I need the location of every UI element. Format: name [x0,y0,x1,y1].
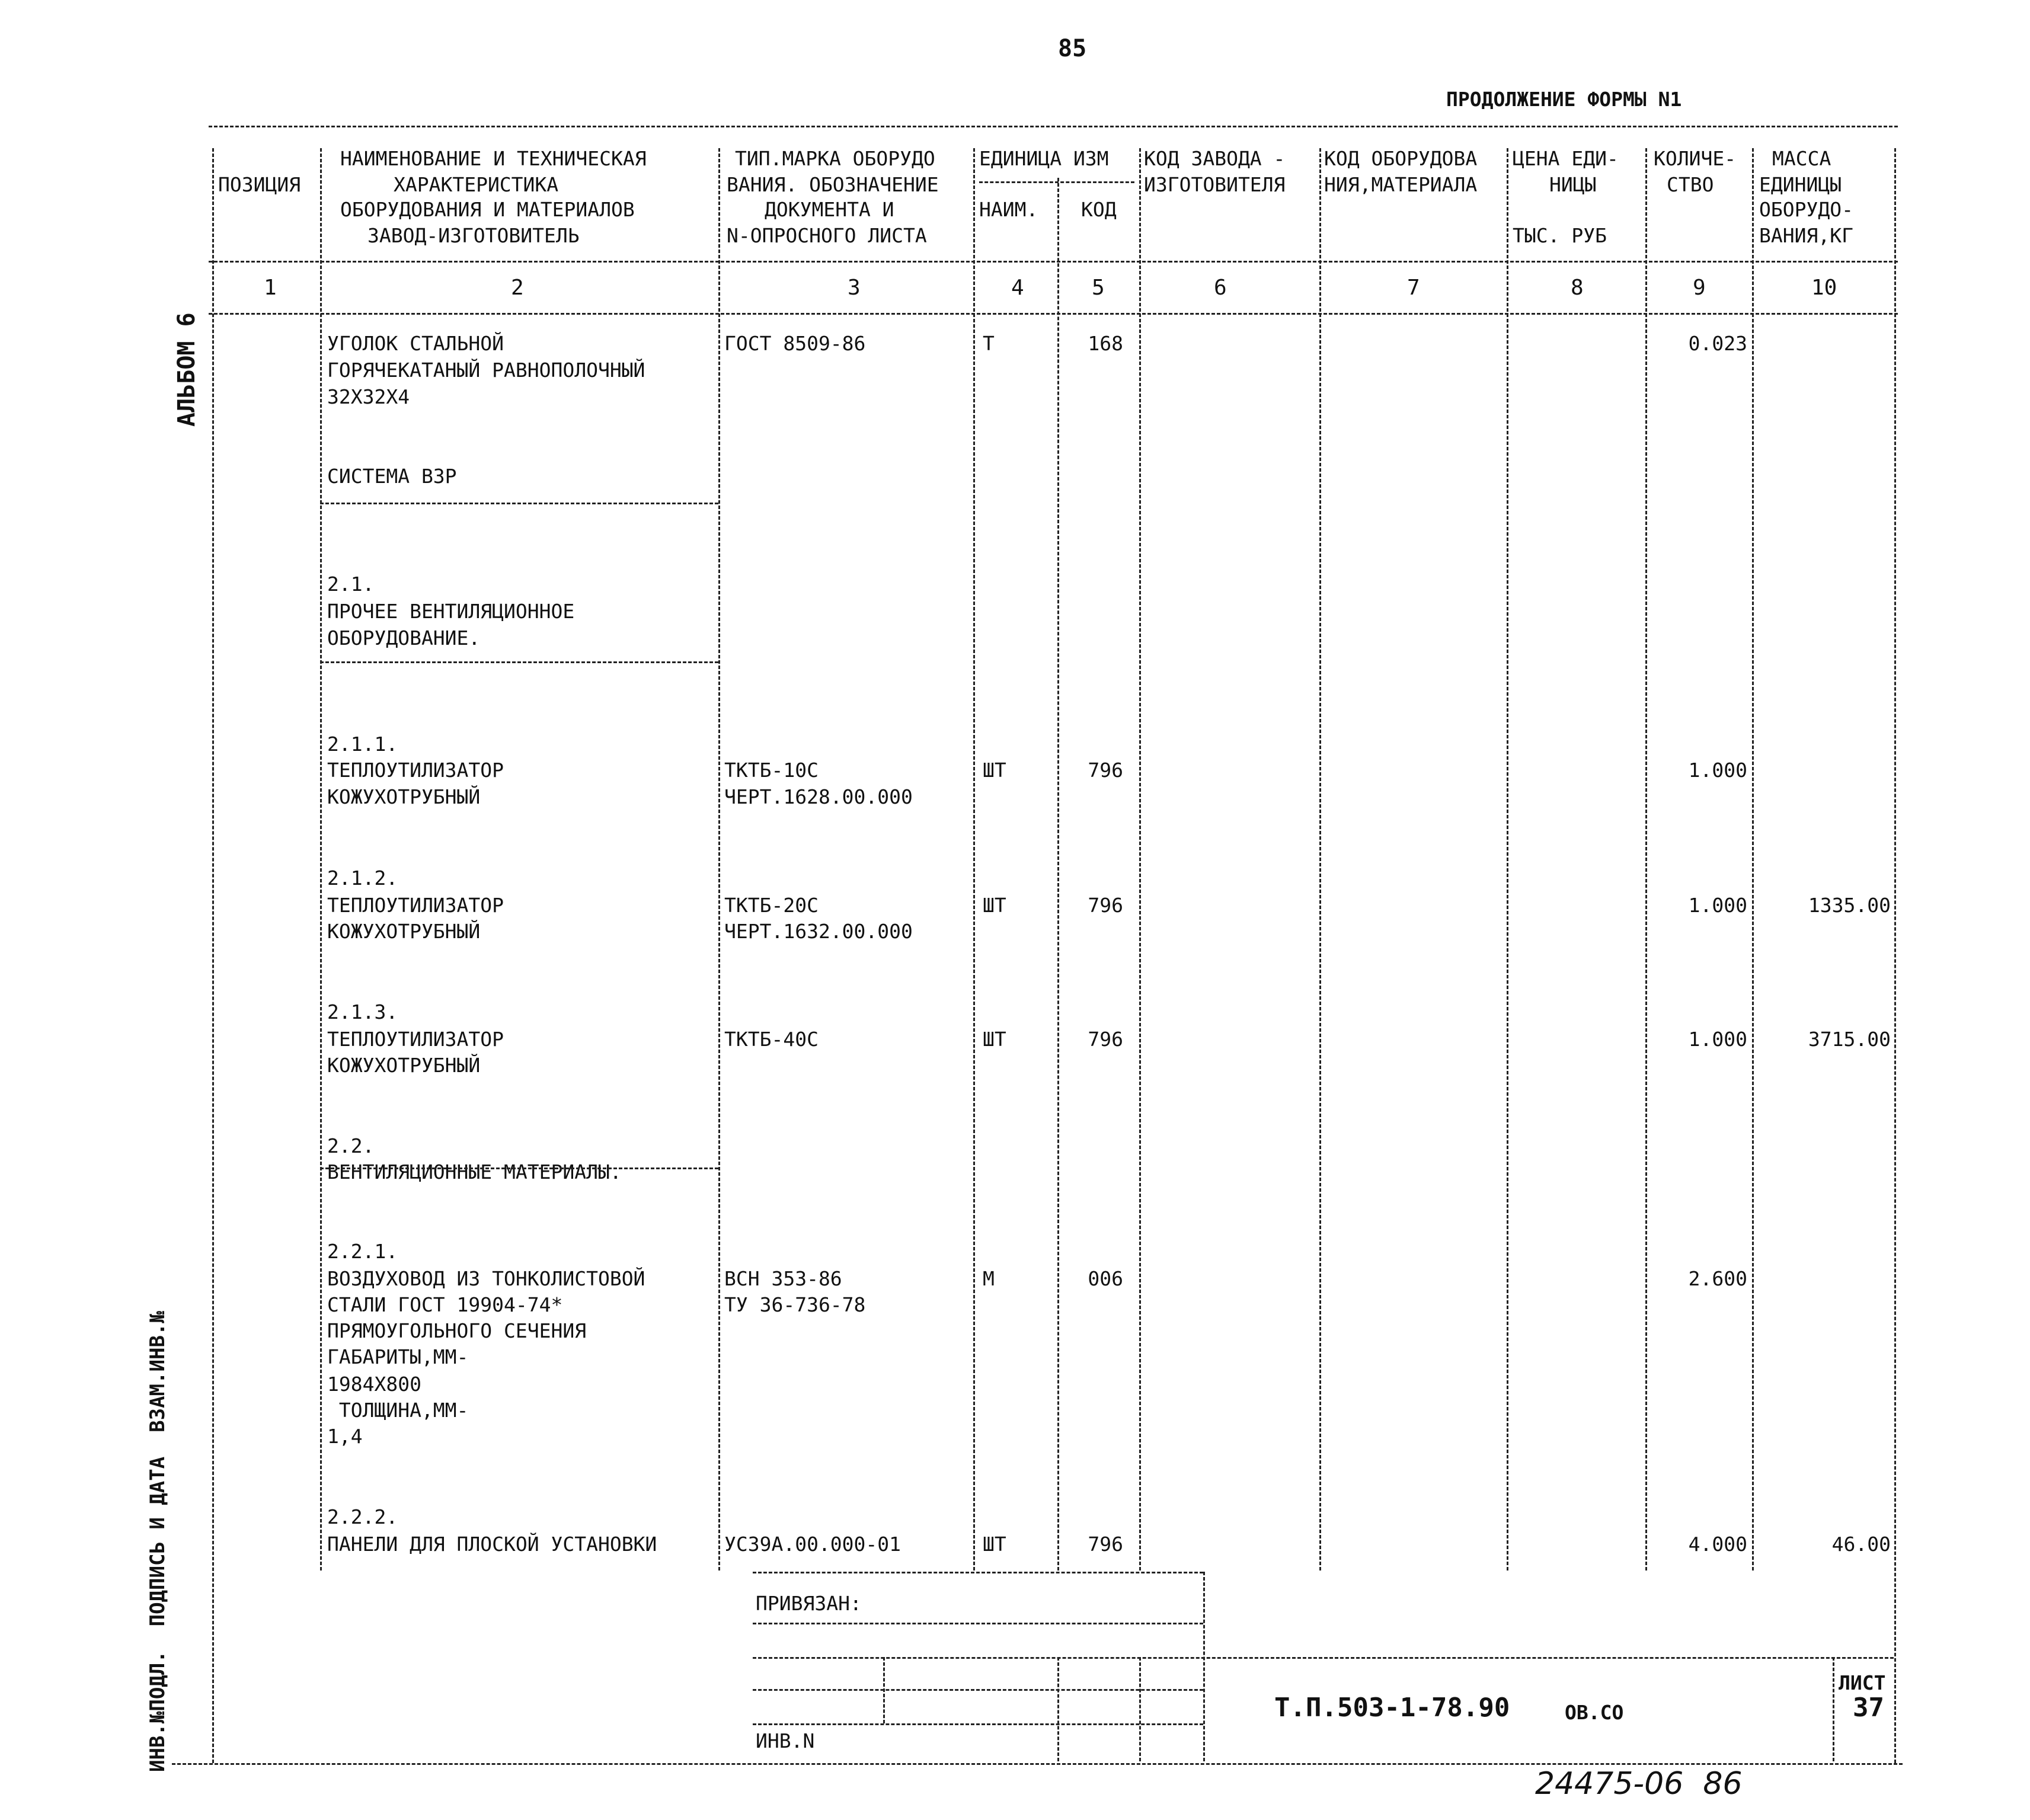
header-col8-line: НИЦЫ [1549,173,1597,196]
stamp-line [753,1689,1203,1691]
header-bottom-border [209,261,1898,263]
stamp-line [753,1572,1203,1573]
header-col2-line: ЗАВОД-ИЗГОТОВИТЕЛЬ [367,224,580,247]
header-unit-code: КОД [1081,198,1117,221]
row-name: ГОРЯЧЕКАТАНЫЙ РАВНОПОЛОЧНЫЙ [327,359,645,382]
row-name: 32Х32Х4 [327,385,410,408]
sheet-number: 37 [1853,1693,1884,1723]
row-name: ВОЗДУХОВОД ИЗ ТОНКОЛИСТОВОЙ [327,1267,645,1290]
col-divider [212,148,214,1763]
row-unit: Т [983,332,995,355]
col-divider [1645,148,1647,1570]
row-name: ПРЯМОУГОЛЬНОГО СЕЧЕНИЯ [327,1319,587,1342]
header-col10-line: МАССА [1772,147,1831,170]
row-quantity: 4.000 [1688,1533,1747,1556]
row-name: КОЖУХОТРУБНЫЙ [327,1054,481,1077]
col-divider [973,148,975,1570]
column-number: 1 [264,276,277,300]
col-divider [1319,148,1321,1570]
row-name: 2.2.2. [327,1505,398,1528]
column-number: 6 [1214,276,1227,300]
column-number: 7 [1407,276,1420,300]
row-name: СИСТЕМА В3Р [327,465,457,488]
row-quantity: 2.600 [1688,1267,1747,1290]
row-name: 1,4 [327,1425,363,1448]
row-name: КОЖУХОТРУБНЫЙ [327,785,481,808]
col-divider [320,148,322,1570]
column-number: 3 [848,276,861,300]
row-name: 2.1.2. [327,866,398,890]
header-col3-line: ТИП.МАРКА ОБОРУДО [735,147,935,170]
sheet-label: ЛИСТ [1839,1671,1886,1694]
row-name: 2.2.1. [327,1240,398,1263]
stamp-line [753,1623,1203,1624]
header-col9-line: СТВО [1667,173,1714,196]
row-document: ТКТБ-10С [724,759,819,782]
header-col3-line: ВАНИЯ. ОБОЗНАЧЕНИЕ [727,173,939,196]
row-document: ВСН 353-86 [724,1267,842,1290]
row-unit: М [983,1267,995,1290]
header-col8-line: ЦЕНА ЕДИ- [1513,147,1619,170]
row-mass: 1335.00 [1808,894,1891,917]
column-number: 10 [1811,276,1837,300]
column-number: 8 [1571,276,1584,300]
row-document: ТУ 36-736-78 [724,1293,866,1316]
header-col10-line: ОБОРУДО- [1759,198,1853,221]
row-name: ТОЛЩИНА,ММ- [327,1399,469,1422]
table-bottom-border [172,1763,1903,1765]
header-unit-divider [979,181,1134,183]
row-name: ТЕПЛОУТИЛИЗАТОР [327,894,504,917]
row-name: ПАНЕЛИ ДЛЯ ПЛОСКОЙ УСТАНОВКИ [327,1533,657,1556]
header-col2-line: ХАРАКТЕРИСТИКА [394,173,559,196]
row-name: СТАЛИ ГОСТ 19904-74* [327,1293,563,1316]
header-col2-line: ОБОРУДОВАНИЯ И МАТЕРИАЛОВ [340,198,635,221]
col-divider [1752,148,1754,1570]
stamp-divider [1833,1657,1834,1761]
section-code: ОВ.СО [1565,1701,1624,1724]
header-unit-name: НАИМ. [979,198,1038,221]
column-number: 4 [1011,276,1024,300]
col-divider [1507,148,1508,1570]
row-quantity: 1.000 [1688,759,1747,782]
row-name: ВЕНТИЛЯЦИОННЫЕ МАТЕРИАЛЫ. [327,1160,622,1184]
column-number: 9 [1693,276,1706,300]
column-numbers-border [209,313,1898,315]
row-name: УГОЛОК СТАЛЬНОЙ [327,332,504,355]
header-col1: ПОЗИЦИЯ [218,173,301,196]
stamp-inv: ИНВ.N [756,1729,815,1752]
row-unit-code: 796 [1088,1533,1123,1556]
row-document: ТКТБ-40С [724,1028,819,1051]
header-unit: ЕДИНИЦА ИЗМ [979,147,1109,170]
row-mass: 3715.00 [1808,1028,1891,1051]
section-separator [320,661,718,663]
header-col7-line: КОД ОБОРУДОВА [1324,147,1478,170]
header-col10-line: ВАНИЯ,КГ [1759,224,1853,247]
row-document: ГОСТ 8509-86 [724,332,866,355]
margin-stamp-label: ИНВ.№ПОДЛ. ПОДПИСЬ И ДАТА ВЗАМ.ИНВ.№ [146,1311,170,1772]
row-unit-code: 796 [1088,759,1123,782]
row-name: 2.1.3. [327,1000,398,1023]
header-col3-line: N-ОПРОСНОГО ЛИСТА [727,224,927,247]
stamp-line [753,1657,1894,1659]
document-code: Т.П.503-1-78.90 [1274,1693,1510,1723]
row-name: 1984Х800 [327,1373,421,1396]
row-name: 2.1. [327,572,375,596]
row-document: ТКТБ-20С [724,894,819,917]
row-unit-code: 796 [1088,894,1123,917]
row-unit: ШТ [983,1533,1006,1556]
col-divider [1894,148,1896,1763]
section-separator [320,1168,718,1169]
row-name: 2.1.1. [327,733,398,756]
column-number: 5 [1092,276,1105,300]
row-name: ГАБАРИТЫ,ММ- [327,1345,469,1368]
row-unit-code: 006 [1088,1267,1123,1290]
header-col6-line: КОД ЗАВОДА - [1144,147,1286,170]
header-col8-line: ТЫС. РУБ [1513,224,1607,247]
table-top-border [209,126,1898,127]
row-unit: ШТ [983,759,1006,782]
stamp-line [753,1723,1203,1725]
row-unit-code: 796 [1088,1028,1123,1051]
header-col6-line: ИЗГОТОВИТЕЛЯ [1144,173,1286,196]
column-number: 2 [511,276,524,300]
row-name: ПРОЧЕЕ ВЕНТИЛЯЦИОННОЕ [327,600,575,623]
row-name: ТЕПЛОУТИЛИЗАТОР [327,759,504,782]
stamp-divider [1139,1657,1141,1761]
row-document: ЧЕРТ.1632.00.000 [724,920,913,943]
stamp-divider [1203,1572,1205,1761]
stamp-divider [883,1657,885,1723]
row-quantity: 0.023 [1688,332,1747,355]
section-separator [320,503,718,504]
row-name: КОЖУХОТРУБНЫЙ [327,920,481,943]
bottom-handwritten-number: 24475-06 86 [1535,1766,1743,1802]
row-quantity: 1.000 [1688,1028,1747,1051]
col-divider [718,148,720,1570]
row-mass: 46.00 [1831,1533,1891,1556]
album-label: АЛЬБОМ 6 [173,312,200,427]
row-quantity: 1.000 [1688,894,1747,917]
stamp-divider [1057,1657,1059,1761]
header-col7-line: НИЯ,МАТЕРИАЛА [1324,173,1478,196]
stamp-privyazan: ПРИВЯЗАН: [756,1592,862,1615]
header-col3-line: ДОКУМЕНТА И [765,198,894,221]
row-document: ЧЕРТ.1628.00.000 [724,785,913,808]
row-name: ОБОРУДОВАНИЕ. [327,626,481,650]
row-name: 2.2. [327,1134,375,1157]
row-unit: ШТ [983,894,1006,917]
row-name: ТЕПЛОУТИЛИЗАТОР [327,1028,504,1051]
col-divider [1139,148,1141,1570]
form-continuation-label: ПРОДОЛЖЕНИЕ ФОРМЫ N1 [1446,88,1682,111]
header-col2-line: НАИМЕНОВАНИЕ И ТЕХНИЧЕСКАЯ [340,147,647,170]
col-divider [1057,178,1059,1570]
header-col10-line: ЕДИНИЦЫ [1759,173,1842,196]
row-unit-code: 168 [1088,332,1123,355]
row-unit: ШТ [983,1028,1006,1051]
page-number: 85 [1058,35,1087,62]
row-document: УС39А.00.000-01 [724,1533,901,1556]
header-col9-line: КОЛИЧЕ- [1654,147,1737,170]
